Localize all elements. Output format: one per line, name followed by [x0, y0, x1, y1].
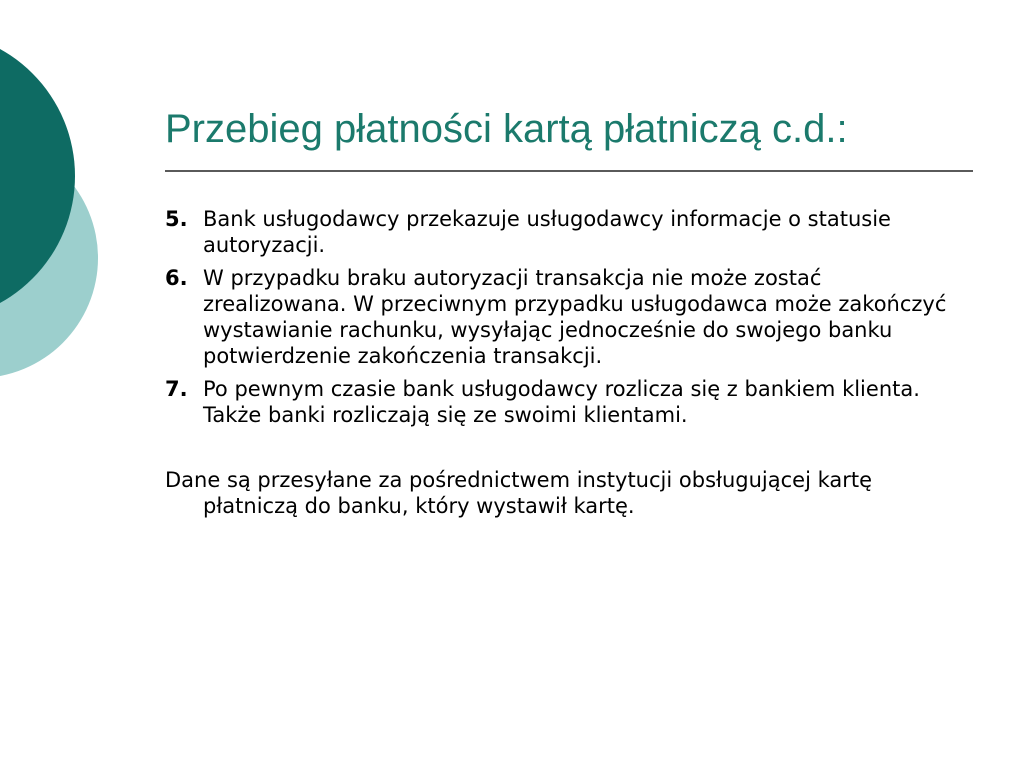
- title-divider: [165, 170, 973, 172]
- list-item: [165, 376, 965, 428]
- item-number: 7.: [165, 377, 188, 401]
- summary-paragraph: Dane są przesyłane za pośrednictwem instytucji obsługującej kartę płatniczą do banku, który wystawił kartę.: [165, 468, 873, 518]
- item-text: W przypadku braku autoryzacji transakcja nie może zostać zrealizowana. W przeciwnym przypadku usługodawca może zakończyć wystawianie rachunku, wysyłając jednocześnie do swojego banku potwierdzenie zakończenia transakcji.: [203, 266, 947, 368]
- item-number: 6.: [165, 266, 188, 290]
- list-item: [165, 265, 965, 369]
- slide-body: [165, 206, 965, 519]
- item-text: Bank usługodawcy przekazuje usługodawcy informacje o statusie autoryzacji.: [203, 207, 891, 257]
- decorative-circles: [0, 0, 110, 420]
- item-number: 5.: [165, 207, 188, 231]
- slide-title: Przebieg płatności kartą płatniczą c.d.:: [165, 107, 848, 151]
- list-item: [165, 206, 965, 258]
- item-text: Po pewnym czasie bank usługodawcy rozlicza się z bankiem klienta. Także banki rozliczają się ze swoimi klientami.: [203, 377, 920, 427]
